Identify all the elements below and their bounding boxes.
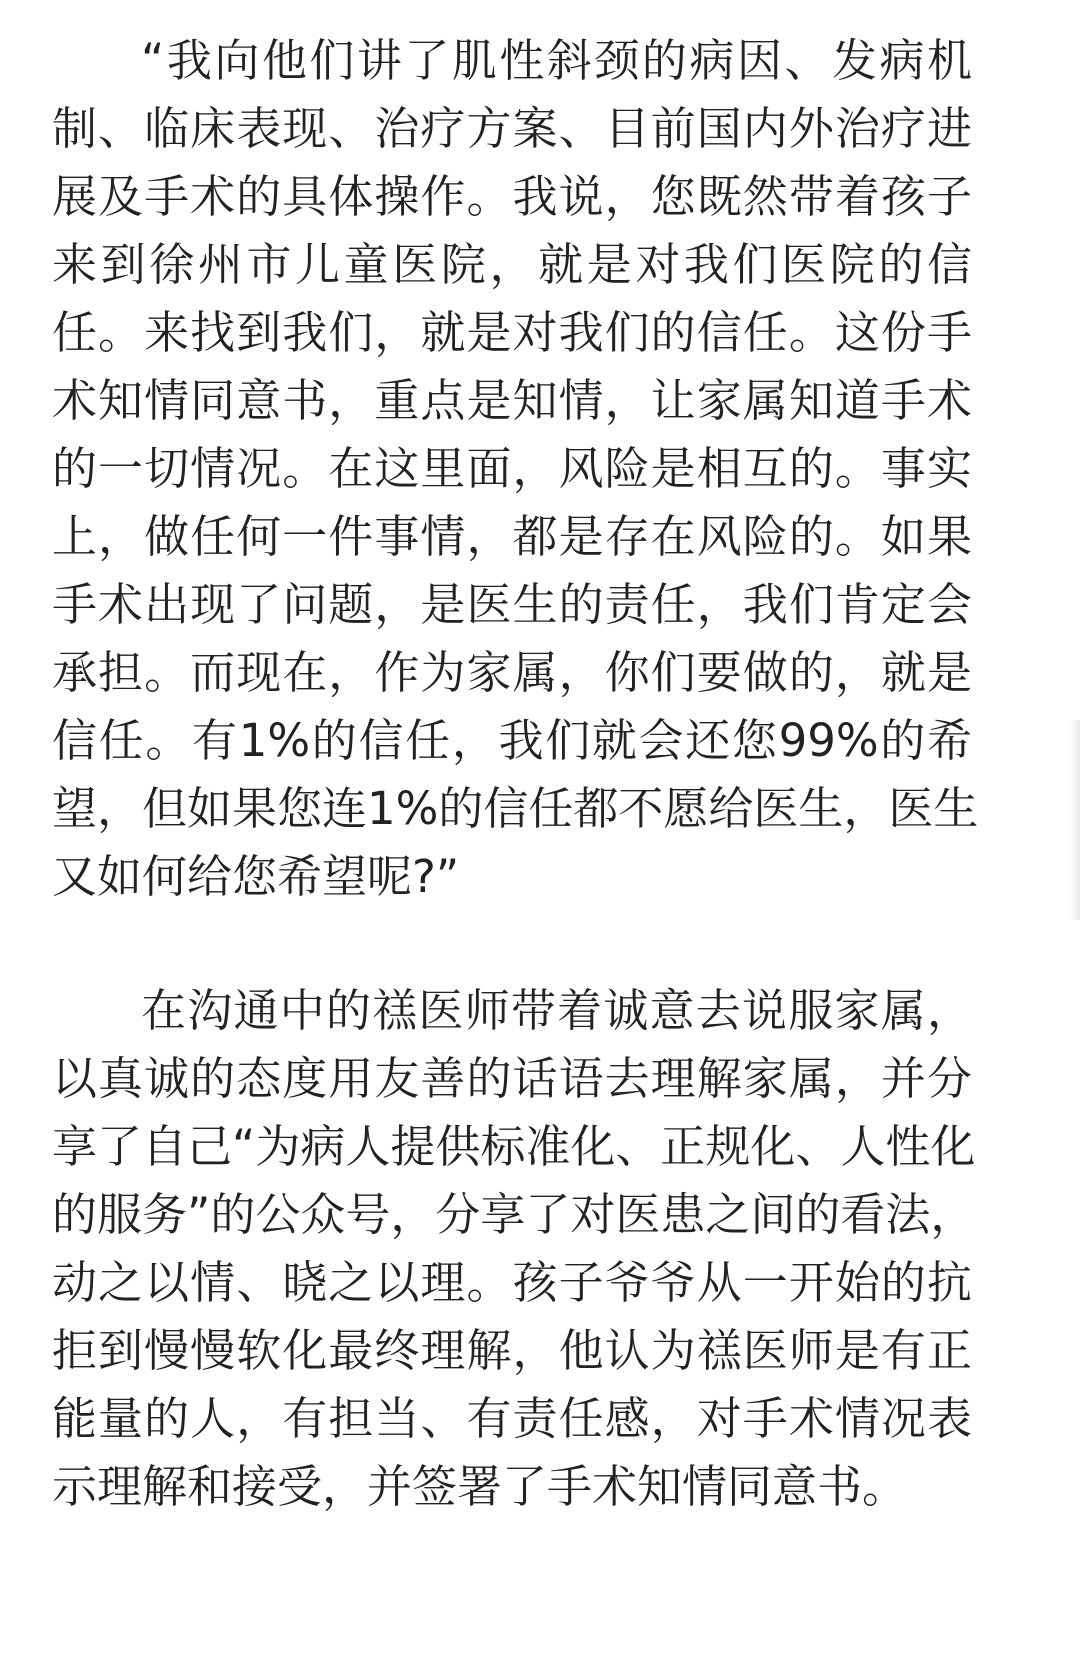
- paragraph-quote: [52, 31, 979, 915]
- text-line: 拒到慢慢软化最终理解，他认为禚医师是有正: [52, 1324, 972, 1377]
- text-line: 动之以情、晓之以理。孩子爷爷从一开始的抗: [52, 1256, 972, 1309]
- text-line: 以真诚的态度用友善的话语去理解家属，并分: [52, 1052, 972, 1105]
- text-line: 望，但如果您连1%的信任都不愿给医生，医生: [52, 782, 979, 835]
- text-line: 在沟通中的禚医师带着诚意去说服家属，: [141, 984, 972, 1037]
- text-line: 信任。有1%的信任，我们就会还您99%的希: [52, 714, 972, 767]
- text-line: 展及手术的具体操作。我说，您既然带着孩子: [52, 170, 972, 223]
- text-line: 任。来找到我们，就是对我们的信任。这份手: [52, 306, 972, 359]
- text-line: 来到徐州市儿童医院，就是对我们医院的信: [52, 238, 972, 291]
- paragraph-narrative: [52, 981, 976, 1525]
- text-line: 制、临床表现、治疗方案、目前国内外治疗进: [52, 102, 972, 155]
- text-line: 的服务”的公众号，分享了对医患之间的看法，: [52, 1188, 976, 1241]
- text-line: 又如何给您希望呢?”: [52, 850, 460, 903]
- text-line: 上，做任何一件事情，都是存在风险的。如果: [52, 510, 972, 563]
- text-line: 享了自己“为病人提供标准化、正规化、人性化: [52, 1120, 976, 1173]
- text-line: 承担。而现在，作为家属，你们要做的，就是: [52, 646, 972, 699]
- text-line: 术知情同意书，重点是知情，让家属知道手术: [52, 374, 972, 427]
- text-line: 的一切情况。在这里面，风险是相互的。事实: [52, 442, 972, 495]
- text-line: 手术出现了问题，是医生的责任，我们肯定会: [52, 578, 972, 631]
- text-line: “我向他们讲了肌性斜颈的病因、发病机: [141, 34, 972, 87]
- text-line: 能量的人，有担当、有责任感，对手术情况表: [52, 1392, 972, 1445]
- page-edge-shadow: [1070, 720, 1080, 920]
- text-line: 示理解和接受，并签署了手术知情同意书。: [52, 1460, 908, 1513]
